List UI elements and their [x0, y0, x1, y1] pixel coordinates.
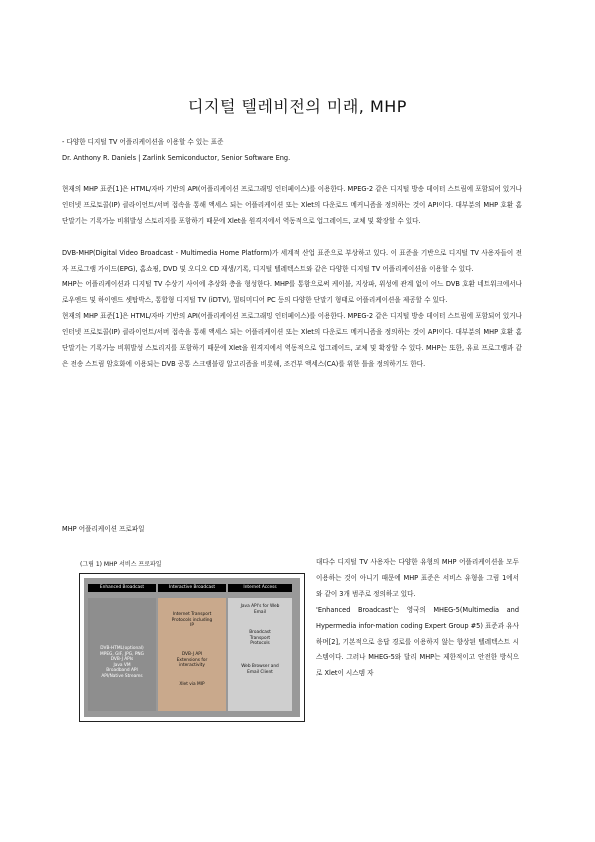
- paragraph-2: DVB-MHP(Digital Video Broadcast - Multimedia Home Platform)가 세계적 산업 표준으로 부상하고 있다. 이 표준을 기반으로 디지털 TV 사용자들이 전자 프로그램 가이드(EPG), 홈쇼핑, DVD 및 오디오 CD 재생/기록, 디지털 텔레텍스트와 같은 다양한 디지털 TV 어플리케이션을 이용할 수 있다.: [62, 248, 522, 273]
- column-internet-access: [228, 598, 292, 711]
- stack-line: MPEG, GIF, JPG, PNG: [100, 651, 144, 657]
- body-text: [62, 182, 522, 373]
- page-title: 디지털 텔레비전의 미래, MHP: [188, 97, 407, 116]
- stack-line: Xlet via MIP: [179, 682, 205, 687]
- internet-bottom-block: [230, 664, 290, 675]
- stack-line: Broadband API: [106, 668, 138, 674]
- column-enhanced-broadcast: [88, 598, 156, 711]
- internet-top-block: [230, 604, 290, 615]
- tab-interactive-broadcast: Interactive Broadcast: [158, 584, 226, 592]
- stack-line: Protocols: [250, 641, 270, 647]
- stack-line: Protocols including: [171, 617, 213, 623]
- subtitle: - 다양한 디지털 TV 어플리케이션을 이용할 수 있는 표준: [62, 138, 224, 146]
- stack-line: Java VM: [113, 662, 131, 668]
- stack-line: Internet Transport: [172, 612, 212, 617]
- stack-line: Email Client: [247, 669, 273, 675]
- paragraph-1: 현재의 MHP 표준[1]은 HTML/자바 기반의 API(어플리케이션 프로그래밍 인터페이스)를 이용한다. MPEG-2 같은 디지털 방송 데이터 스트림에 포함되어 있거나 인터넷 프로토콜(IP) 클라이언트/서버 접속을 통해 액세스 되는 어플리케이션 또는 Xlet의 다운로드 메커니즘을 정의하는 것이 API이다. 대부분의 MHP 호환 홈 단말기는 기록가능 비휘발성 스토리지를 포함하기 때문에 Xlet을 원격지에서 역동적으로 업그레이드, 교체 및 확장할 수 있다.: [62, 185, 522, 225]
- stack-line: DVB-J API: [181, 652, 203, 657]
- stack-line: Java API's for Web: [240, 604, 280, 609]
- enhanced-broadcast-stack: [90, 646, 154, 680]
- stack-line: Email: [254, 609, 266, 615]
- right-paragraph-1: 대다수 디지털 TV 사용자는 다양한 유형의 MHP 어플리케이션을 모두 이용하는 것이 아니기 때문에 MHP 표준은 서비스 유형을 그림 1에서와 같이 3개 범주로 정의하고 있다.: [316, 558, 519, 598]
- figure-panel: [84, 578, 300, 717]
- paragraph-gap: [62, 230, 522, 246]
- interactive-mid-block: [160, 652, 224, 669]
- stack-line: DVB-HTML(optional): [100, 646, 144, 651]
- stack-line: Transport: [249, 635, 271, 641]
- paragraph-3: MHP는 어플리케이션과 디지털 TV 수상기 사이에 추상화 층을 형성한다. MHP를 통함으로써 케이블, 지상파, 위성에 관계 없이 어느 DVB 호환 네트워크에서나 로우엔드 및 하이엔드 셋탑박스, 통합형 디지털 TV (iDTV), 멀티미디어 PC 등의 다양한 단말기 형태로 어플리케이션을 제공할 수 있다.: [62, 280, 522, 305]
- mhp-service-profile-figure: [79, 573, 305, 722]
- stack-line: interactivity: [179, 663, 205, 669]
- tab-enhanced-broadcast: Enhanced Broadcast: [88, 584, 156, 592]
- tab-internet-access: Internet Access: [228, 584, 292, 592]
- stack-line: IP: [190, 623, 194, 629]
- stack-line: DVB-J APIs: [110, 657, 134, 663]
- stack-line: Extensions for: [176, 657, 208, 663]
- stack-line: Broadcast: [249, 630, 271, 635]
- figure-caption: (그림 1) MHP 서비스 프로파일: [80, 561, 162, 568]
- internet-mid-block: [230, 630, 290, 647]
- interactive-top-block: [160, 612, 224, 629]
- interactive-bottom-block: [160, 682, 224, 688]
- right-column-text: [316, 555, 519, 682]
- stack-line: Web Browser and: [241, 664, 279, 669]
- column-interactive-broadcast: [158, 598, 226, 711]
- stack-line: API/Native Streams: [101, 673, 143, 679]
- right-paragraph-2: 'Enhanced Broadcast'는 영국의 MHEG-5(Multimedia and Hypermedia infor-mation coding Expert Group #5) 표준과 유사하며[2], 기본적으로 응답 경로를 이용하지 않는 향상된 텔레텍스트 시스템이다. 그러나 MHEG-5와 달리 MHP는 제한적이고 안전한 방식으로 Xlet이 시스템 자: [316, 605, 519, 678]
- author-line: Dr. Anthony R. Daniels | Zarlink Semiconductor, Senior Software Eng.: [62, 154, 291, 162]
- paragraph-4: 현재의 MHP 표준[1]은 HTML/자바 기반의 API(어플리케이션 프로그래밍 인터페이스)를 이용한다. MPEG-2 같은 디지털 방송 데이터 스트림에 포함되어 있거나 인터넷 프로토콜(IP) 클라이언트/서버 접속을 통해 액세스 되는 어플리케이션 또는 Xlet의 다운로드 메커니즘을 정의하는 것이 API이다. 대부분의 MHP 호환 홈 단말기는 기록가능 비휘발성 스토리지를 포함하기 때문에 Xlet을 원격지에서 역동적으로 업그레이드, 교체 및 확장할 수 있다. MHP는 또한, 유료 프로그램과 같은 전송 스트림 암호화에 이용되는 DVB 공통 스크램블링 알고리즘을 비롯해, 조건부 액세스(CA)를 위한 틀을 정의하기도 한다.: [62, 312, 522, 368]
- section-heading: MHP 어플리케이션 프로파일: [62, 525, 145, 533]
